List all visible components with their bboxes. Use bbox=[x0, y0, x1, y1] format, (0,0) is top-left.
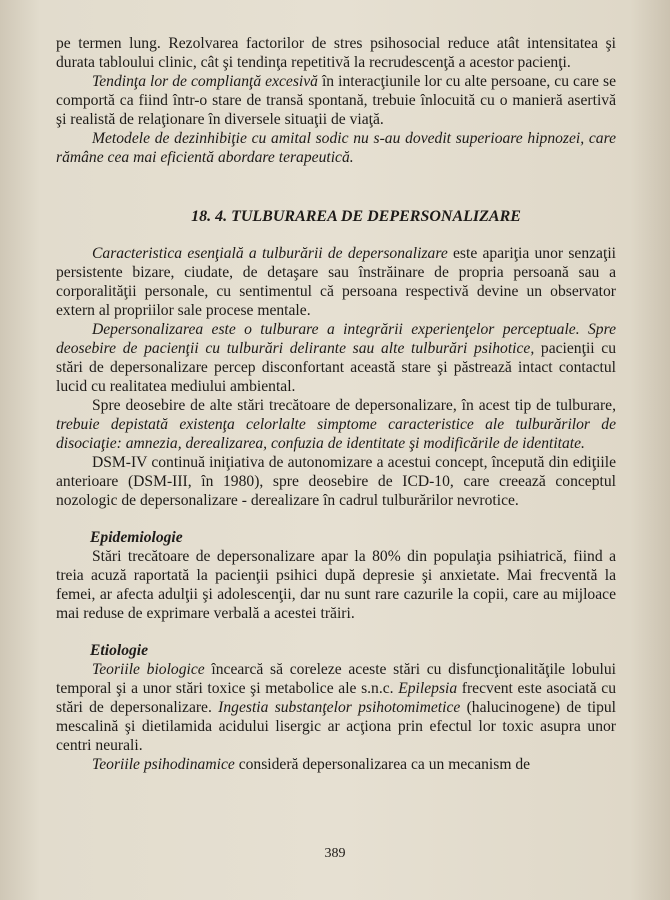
paragraph-text: în interacţiunile lor cu alte persoane, cu care se comportă ca fiind într-o stare de transă spontană, trebuie înlocuită cu o manieră asertivă şi realistă de relaţionare în diversele situaţii de viaţă. bbox=[56, 73, 616, 128]
italic-phrase: trebuie depistată existenţa celorlalte simptome caracteristice ale tulburărilor de disociaţie: amnezia, derealizarea, confuzia de identitate şi modificările de identitate. bbox=[56, 416, 616, 452]
paragraph-text: (halucinogene) de tipul mescalină şi dietilamida acidului lisergic ar acţiona prin efectul lor toxic asupra unor centri neurali. bbox=[56, 699, 616, 754]
paragraph-text: pacienţii cu stări de depersonalizare percep disconfortant această stare şi păstrează intact contactul lucid cu realitatea mediului ambiental. bbox=[56, 340, 616, 395]
paragraph-psychodynamic bbox=[56, 755, 616, 774]
paragraph-compliance bbox=[56, 72, 616, 129]
subheading-etiology: Etiologie bbox=[90, 642, 149, 659]
paragraph-continuation: pe termen lung. Rezolvarea factorilor de stres psihosocial reduce atât intensitatea şi durata tabloului clinic, cât şi tendinţa repetitivă la recrudescenţă a acestor pacienţi. bbox=[56, 35, 616, 71]
italic-phrase: Epilepsia bbox=[398, 680, 458, 697]
italic-phrase: Teoriile psihodinamice bbox=[92, 756, 235, 773]
italic-phrase: Depersonalizarea este o tulburare a integrării experienţelor perceptuale. Spre deosebire de pacienţii cu tulburări delirante sau alte tulburări psihotice, bbox=[56, 321, 616, 357]
paragraph-differential bbox=[56, 396, 616, 453]
italic-phrase: Ingestia substanţelor psihotomimetice bbox=[218, 699, 461, 716]
paragraph-text: frecvent este asociată cu stări de depersonalizare. bbox=[56, 680, 616, 716]
page-number: 389 bbox=[324, 846, 346, 861]
italic-phrase: Tendinţa lor de complianţă excesivă bbox=[92, 73, 318, 90]
paragraph-dsm: DSM-IV continuă iniţiativa de autonomizare a acestui concept, începută din ediţiile anterioare (DSM-III, în 1980), spre deosebire de ICD-10, care creează conceptul nozologic de depersonalizare - derealizare în cadrul tulburărilor nevrotice. bbox=[56, 454, 616, 509]
italic-phrase: Teoriile biologice bbox=[92, 661, 205, 678]
paragraph-amital: Metodele de dezinhibiţie cu amital sodic nu s-au dovedit superioare hipnozei, care rămâne cea mai eficientă abordare terapeutică. bbox=[56, 130, 616, 166]
paragraph-integration bbox=[56, 320, 616, 396]
paragraph-text: consideră depersonalizarea ca un mecanism de bbox=[234, 756, 531, 773]
section-title: 18. 4. TULBURAREA DE DEPERSONALIZARE bbox=[191, 208, 521, 225]
paragraph-definition bbox=[56, 244, 616, 320]
italic-phrase: Caracteristica esenţială a tulburării de depersonalizare bbox=[92, 245, 448, 262]
paragraph-text: este apariţia unor senzaţii persistente bizare, ciudate, de detaşare sau înstrăinare de propria persoană sau a corporalităţii personale, cu sentimentul că persoana respectivă devine un observator extern al propriilor sale procese mentale. bbox=[56, 245, 616, 319]
paragraph-text: încearcă să coreleze aceste stări cu disfuncţionalităţile lobului temporal şi a unor stări toxice şi metabolice ale s.n.c. bbox=[56, 661, 616, 697]
paragraph-etiology bbox=[56, 660, 616, 755]
subheading-epidemiology: Epidemiologie bbox=[90, 529, 183, 546]
paragraph-text: Spre deosebire de alte stări trecătoare de depersonalizare, în acest tip de tulburare, bbox=[92, 397, 616, 414]
paragraph-epidemiology: Stări trecătoare de depersonalizare apar la 80% din populaţia psihiatrică, fiind a treia acuză raportată la pacienţii psihici după depresie şi anxietate. Mai frecventă la femei, ar afecta adulţii şi adolescenţii, dar nu sunt rare cazurile la copii, care au mijloace mai reduse de exprimare verbală a acestei trăiri. bbox=[56, 548, 616, 622]
